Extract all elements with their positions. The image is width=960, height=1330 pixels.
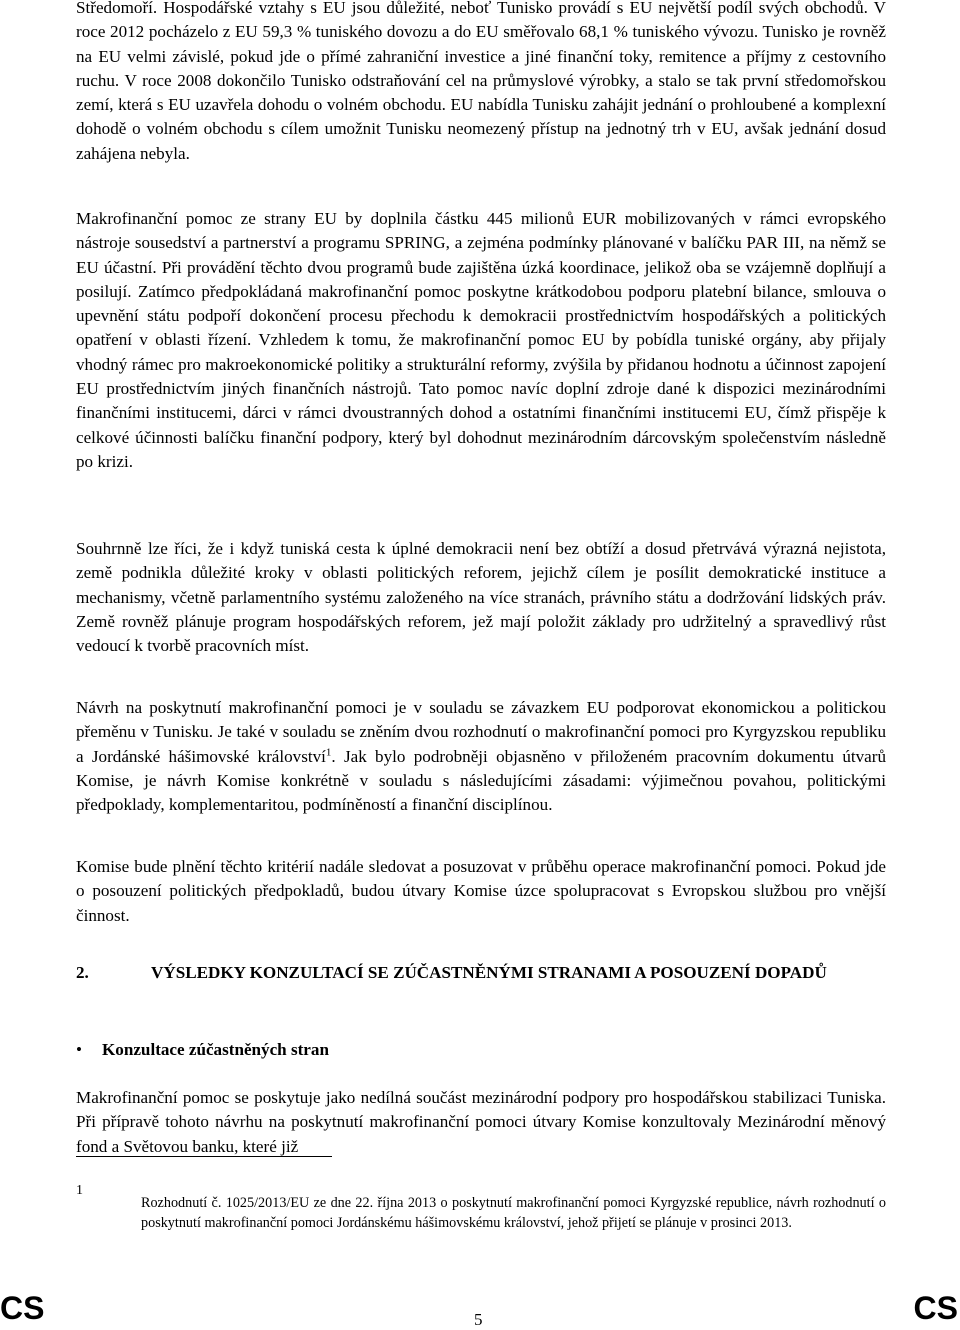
bullet-label: Konzultace zúčastněných stran: [102, 1040, 329, 1059]
footnote: [76, 1183, 886, 1234]
footer-language-right: CS: [913, 1290, 958, 1326]
section-title: VÝSLEDKY KONZULTACÍ SE ZÚČASTNĚNÝMI STRANAMI A POSOUZENÍ DOPADŮ: [151, 963, 827, 982]
paragraph-commission-monitoring: Komise bude plnění těchto kritérií nadále sledovat a posuzovat v průběhu operace makrofinanční pomoci. Pokud jde o posouzení politických předpokladů, budou útvary Komise úzce spolupracovat s Evropskou službou pro vnější činnost.: [76, 857, 886, 925]
bullet-icon: •: [76, 1040, 82, 1059]
paragraph-proposal-text: Návrh na poskytnutí makrofinanční pomoci je v souladu se závazkem EU podporovat ekonomickou a politickou přeměnu v Tunisku. Je také v souladu se zněním dvou rozhodnutí o makrofinanční pomoci pro Kyrgyzskou republiku a Jordánské hášimovské království: [76, 698, 886, 766]
section-number: 2.: [76, 963, 89, 982]
footer-language-left: CS: [0, 1290, 45, 1326]
paragraph-summary: Souhrnně lze říci, že i když tuniská cesta k úplné demokracii není bez obtíží a dosud přetrvává výrazná nejistota, země podnikla důležité kroky v oblasti politických reforem, jejichž cílem je posílit demokratické instituce a mechanismy, včetně parlamentního systému založeného na více stranách, právního státu a dodržování lidských práv. Země rovněž plánuje program hospodářských reforem, jež mají položit základy pro udržitelný a spravedlivý růst vedoucí k tvorbě pracovních míst.: [76, 539, 886, 656]
paragraph-proposal-tail: . Jak bylo podrobněji objasněno v přiloženém pracovním dokumentu útvarů Komise, je návrh Komise konkrétně v souladu s následujícími zásadami: výjimečnou povahou, politickými předpoklady, komplementaritou, podmíněností a finanční disciplínou.: [76, 746, 886, 815]
paragraph-consultation: Makrofinanční pomoc se poskytuje jako nedílná součást mezinárodní podpory pro hospodářskou stabilizaci Tuniska. Při přípravě tohoto návrhu na poskytnutí makrofinanční pomoci útvary Komise konzultovaly Mezinárodní měnový fond a Světovou banku, které již: [76, 1088, 886, 1156]
paragraph-macro-financial-aid: Makrofinanční pomoc ze strany EU by doplnila částku 445 milionů EUR mobilizovaných v rámci evropského nástroje sousedství a partnerství a programu SPRING, a zejména podmínky plánované v balíčku PAR III, na němž se EU účastní. Při provádění těchto dvou programů bude zajištěna úzká koordinace, jelikož oba se vzájemně doplňují a posilují. Zatímco předpokládaná makrofinanční pomoc poskytne krátkodobou podporu platební bilance, smlouva o upevnění státu podpoří dokončení procesu přechodu k demokracii prostřednictvím hospodářských a politických opatření v oblasti řízení. Vzhledem k tomu, že makrofinanční pomoc EU by pobídla tuniské orgány, aby přijaly vhodný rámec pro makroekonomické politiky a strukturální reformy, zvýšila by přidanou hodnotu a účinnost zapojení EU prostřednictvím jiných finančních nástrojů. Tato pomoc navíc doplní zdroje dané k dispozici mezinárodními finančními institucemi, dárci v rámci dvoustranných dohod a ostatními finančními institucemi EU, čímž přispěje k celkové účinnosti balíčku finanční podpory, který byl dohodnut mezinárodním dárcovským společenstvím následně po krizi.: [76, 209, 886, 471]
paragraph-trade-relations: Středomoří. Hospodářské vztahy s EU jsou důležité, neboť Tunisko provádí s EU největší podíl svých obchodů. V roce 2012 pocházelo z EU 59,3 % tuniského dovozu a do EU směřovalo 68,1 % tuniského vývozu. Tunisko je rovněž na EU velmi závislé, pokud jde o přímé zahraniční investice a jiné finanční toky, remitence a příjmy z cestovního ruchu. V roce 2008 dokončilo Tunisko odstraňování cel na průmyslové výrobky, a stalo se tak první středomořskou zemí, která s EU uzavřela dohodu o volném obchodu. EU nabídla Tunisku zahájit jednání o prohloubené a komplexní dohodě o volném obchodu s cílem umožnit Tunisku neomezený přístup na jednotný trh v EU, avšak jednání dosud zahájena nebyla.: [76, 0, 886, 163]
section-heading: [76, 961, 886, 985]
footnote-separator: [76, 1156, 332, 1157]
footnote-number: 1: [76, 1183, 83, 1198]
page-number: 5: [474, 1310, 483, 1329]
footnote-text: Rozhodnutí č. 1025/2013/EU ze dne 22. října 2013 o poskytnutí makrofinanční pomoci Kyrgyzské republice, návrh rozhodnutí o poskytnutí makrofinanční pomoci Jordánskému hášimovskému království, jehož přijetí se plánuje v prosinci 2013.: [141, 1195, 886, 1232]
paragraph-proposal-consistency: [76, 696, 886, 817]
bullet-item: [76, 1038, 329, 1062]
footnote-reference[interactable]: 1: [325, 745, 332, 758]
